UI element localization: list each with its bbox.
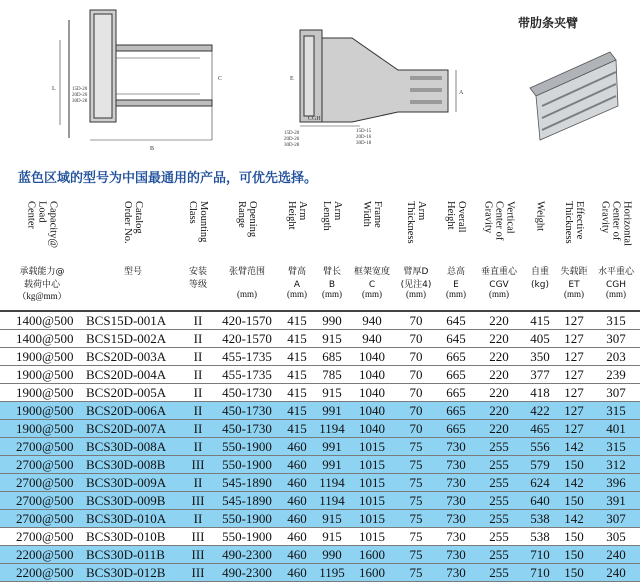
effective-thickness-cell: 127	[556, 384, 592, 402]
header-class	[182, 197, 214, 297]
header-cgh-cn: 水平重心	[597, 267, 635, 277]
range-cell: 450-1730	[214, 384, 280, 402]
cgh-cell: 315	[592, 312, 640, 330]
svg-text:15D-20: 15D-20	[284, 131, 300, 136]
ribbed-arm-title: 带肋条夹臂	[518, 16, 579, 30]
arm-length-cell: 685	[314, 348, 350, 366]
header-arm-height	[280, 197, 314, 297]
class-cell: II	[182, 510, 214, 528]
side-view-drawing	[300, 30, 456, 126]
cgv-cell: 255	[474, 438, 524, 456]
class-cell: II	[182, 438, 214, 456]
class-cell: II	[182, 474, 214, 492]
frame-width-cell: 1040	[350, 366, 394, 384]
header-cgh-en: Horizontal Center of Gravity	[599, 201, 633, 246]
range-cell: 420-1570	[214, 312, 280, 330]
cgv-cell: 255	[474, 492, 524, 510]
header-cgh	[592, 197, 640, 297]
class-cell: II	[182, 402, 214, 420]
cgh-cell: 315	[592, 438, 640, 456]
arm-thickness-cell: 70	[394, 366, 438, 384]
capacity-cell: 1900@500	[0, 348, 84, 366]
overall-height-cell: 730	[438, 564, 474, 582]
catalog-cell: BCS20D-004A	[84, 366, 182, 384]
ribbed-arm-3d-image	[530, 52, 618, 140]
table-row	[0, 312, 640, 330]
capacity-cell: 2200@500	[0, 564, 84, 582]
arm-length-cell: 991	[314, 438, 350, 456]
weight-cell: 405	[524, 330, 556, 348]
weight-cell: 579	[524, 456, 556, 474]
arm-length-cell: 990	[314, 312, 350, 330]
spec-table-body	[0, 312, 640, 582]
table-row	[0, 492, 640, 510]
header-weight-cn: 自重	[530, 267, 550, 277]
catalog-cell: BCS15D-002A	[84, 330, 182, 348]
effective-thickness-cell: 127	[556, 366, 592, 384]
cgv-cell: 255	[474, 456, 524, 474]
front-l-label: L	[52, 86, 56, 92]
range-cell: 450-1730	[214, 420, 280, 438]
header-arm-height-en: Arm Height	[286, 201, 308, 230]
overall-height-cell: 730	[438, 546, 474, 564]
svg-text:30D-18: 30D-18	[356, 141, 372, 146]
header-cgv-en: Vertical Center of Gravity	[482, 201, 516, 241]
catalog-cell: BCS30D-008B	[84, 456, 182, 474]
catalog-cell: BCS20D-007A	[84, 420, 182, 438]
header-overall-height-letter: E	[453, 280, 459, 290]
arm-height-cell: 460	[280, 546, 314, 564]
cgh-cell: 312	[592, 456, 640, 474]
class-cell: II	[182, 384, 214, 402]
frame-width-cell: 1040	[350, 384, 394, 402]
table-row	[0, 564, 640, 582]
capacity-cell: 1900@500	[0, 402, 84, 420]
arm-height-cell: 460	[280, 564, 314, 582]
cgv-cell: 255	[474, 510, 524, 528]
arm-height-cell: 460	[280, 438, 314, 456]
capacity-cell: 1900@500	[0, 384, 84, 402]
table-row	[0, 510, 640, 528]
arm-length-cell: 1194	[314, 474, 350, 492]
catalog-cell: BCS30D-009B	[84, 492, 182, 510]
frame-width-cell: 1600	[350, 564, 394, 582]
arm-length-cell: 915	[314, 384, 350, 402]
frame-width-cell: 1015	[350, 528, 394, 546]
arm-length-cell: 991	[314, 456, 350, 474]
header-cgv	[474, 197, 524, 297]
catalog-cell: BCS30D-012B	[84, 564, 182, 582]
header-arm-length-en: Arm Length	[321, 201, 343, 231]
cgv-cell: 255	[474, 474, 524, 492]
effective-thickness-cell: 127	[556, 348, 592, 366]
header-frame-width-cn: 框架宽度	[353, 267, 391, 277]
range-cell: 545-1890	[214, 474, 280, 492]
capacity-cell: 1400@500	[0, 330, 84, 348]
arm-length-cell: 991	[314, 402, 350, 420]
table-row	[0, 546, 640, 564]
cgh-cell: 396	[592, 474, 640, 492]
header-cgh-unit: (mm)	[606, 289, 626, 299]
weight-cell: 624	[524, 474, 556, 492]
cgh-cell: 401	[592, 420, 640, 438]
range-cell: 490-2300	[214, 564, 280, 582]
weight-cell: 377	[524, 366, 556, 384]
capacity-cell: 2700@500	[0, 438, 84, 456]
table-row	[0, 420, 640, 438]
overall-height-cell: 730	[438, 510, 474, 528]
weight-cell: 350	[524, 348, 556, 366]
catalog-cell: BCS20D-006A	[84, 402, 182, 420]
overall-height-cell: 665	[438, 366, 474, 384]
class-cell: III	[182, 546, 214, 564]
front-view-drawing	[60, 10, 212, 140]
header-overall-height-unit: (mm)	[446, 289, 466, 299]
header-range	[214, 197, 280, 297]
catalog-cell: BCS30D-008A	[84, 438, 182, 456]
arm-length-cell: 1194	[314, 420, 350, 438]
header-effective-thickness-en: Effective Thickness	[563, 201, 585, 244]
effective-thickness-cell: 127	[556, 330, 592, 348]
header-class-cn2: 等级	[188, 280, 208, 290]
effective-thickness-cell: 142	[556, 438, 592, 456]
overall-height-cell: 645	[438, 330, 474, 348]
catalog-cell: BCS30D-009A	[84, 474, 182, 492]
catalog-cell: BCS30D-010B	[84, 528, 182, 546]
header-class-en: Mounting Class	[187, 201, 209, 243]
class-cell: III	[182, 564, 214, 582]
overall-height-cell: 730	[438, 528, 474, 546]
cgv-cell: 255	[474, 564, 524, 582]
range-cell: 420-1570	[214, 330, 280, 348]
frame-width-cell: 1600	[350, 546, 394, 564]
weight-cell: 710	[524, 564, 556, 582]
capacity-cell: 2200@500	[0, 546, 84, 564]
front-view-size-codes	[72, 87, 88, 104]
range-cell: 450-1730	[214, 402, 280, 420]
header-effective-thickness	[556, 197, 592, 297]
range-cell: 550-1900	[214, 438, 280, 456]
header-arm-thickness-unit: (mm)	[406, 289, 426, 299]
table-header	[0, 197, 640, 301]
svg-text:30D-28: 30D-28	[284, 143, 300, 148]
header-effective-thickness-unit: (mm)	[564, 289, 584, 299]
header-catalog-cn: 型号	[123, 267, 143, 277]
table-row	[0, 366, 640, 384]
class-cell: III	[182, 456, 214, 474]
cgh-cell: 240	[592, 546, 640, 564]
arm-height-cell: 460	[280, 456, 314, 474]
overall-height-cell: 665	[438, 402, 474, 420]
cgv-cell: 255	[474, 528, 524, 546]
table-row	[0, 438, 640, 456]
header-overall-height-cn: 总高	[446, 267, 466, 277]
range-cell: 550-1900	[214, 510, 280, 528]
arm-length-cell: 915	[314, 330, 350, 348]
arm-thickness-cell: 70	[394, 384, 438, 402]
table-row	[0, 528, 640, 546]
arm-thickness-cell: 75	[394, 528, 438, 546]
header-overall-height	[438, 197, 474, 297]
header-catalog	[84, 197, 182, 297]
capacity-cell: 2700@500	[0, 510, 84, 528]
weight-cell: 538	[524, 528, 556, 546]
arm-thickness-cell: 75	[394, 564, 438, 582]
cgh-cell: 239	[592, 366, 640, 384]
capacity-cell: 2700@500	[0, 528, 84, 546]
header-arm-thickness-note: (见注4)	[400, 280, 432, 290]
arm-height-cell: 460	[280, 492, 314, 510]
range-cell: 490-2300	[214, 546, 280, 564]
frame-width-cell: 1040	[350, 420, 394, 438]
header-range-en: Opening Range	[236, 201, 258, 238]
front-b-label: B	[150, 146, 155, 152]
catalog-cell: BCS20D-003A	[84, 348, 182, 366]
header-weight	[524, 197, 556, 297]
header-arm-height-unit: (mm)	[287, 289, 307, 299]
cgh-cell: 203	[592, 348, 640, 366]
cgh-cell: 307	[592, 510, 640, 528]
effective-thickness-cell: 150	[556, 528, 592, 546]
effective-thickness-cell: 142	[556, 510, 592, 528]
header-frame-width-en: Frame Width	[361, 201, 383, 228]
header-effective-thickness-cn: 失载距	[560, 267, 588, 277]
catalog-cell: BCS15D-001A	[84, 312, 182, 330]
arm-height-cell: 460	[280, 528, 314, 546]
svg-text:30D-28: 30D-28	[72, 99, 88, 104]
capacity-cell: 2700@500	[0, 492, 84, 510]
svg-text:15D-20: 15D-20	[72, 87, 88, 92]
capacity-cell: 2700@500	[0, 456, 84, 474]
capacity-cell: 2700@500	[0, 474, 84, 492]
header-overall-height-en: Overall Height	[445, 201, 467, 233]
cgv-cell: 220	[474, 420, 524, 438]
weight-cell: 415	[524, 312, 556, 330]
header-arm-length	[314, 197, 350, 297]
header-weight-en: Weight	[534, 201, 546, 232]
effective-thickness-cell: 127	[556, 420, 592, 438]
arm-height-cell: 415	[280, 312, 314, 330]
table-row	[0, 456, 640, 474]
frame-width-cell: 1015	[350, 438, 394, 456]
effective-thickness-cell: 150	[556, 456, 592, 474]
header-capacity-cn: 承载能力@	[19, 267, 65, 277]
header-range-cn: 张臂范围	[228, 267, 266, 277]
arm-thickness-cell: 75	[394, 438, 438, 456]
overall-height-cell: 665	[438, 420, 474, 438]
cgh-cell: 315	[592, 402, 640, 420]
arm-thickness-cell: 75	[394, 474, 438, 492]
cgh-cell: 307	[592, 384, 640, 402]
weight-cell: 556	[524, 438, 556, 456]
weight-cell: 465	[524, 420, 556, 438]
side-cgh-label: CGH	[308, 116, 321, 122]
overall-height-cell: 730	[438, 438, 474, 456]
effective-thickness-cell: 127	[556, 402, 592, 420]
class-cell: II	[182, 330, 214, 348]
arm-length-cell: 915	[314, 528, 350, 546]
svg-text:15D-15: 15D-15	[356, 129, 372, 134]
side-view-size-codes-left	[284, 131, 300, 148]
table-row	[0, 384, 640, 402]
header-catalog-en: Catalog Order No.	[122, 201, 144, 244]
arm-length-cell: 1194	[314, 492, 350, 510]
arm-length-cell: 785	[314, 366, 350, 384]
header-weight-unit: (kg)	[531, 280, 549, 290]
arm-thickness-cell: 75	[394, 456, 438, 474]
table-row	[0, 330, 640, 348]
header-class-cn: 安装	[188, 267, 208, 277]
effective-thickness-cell: 150	[556, 546, 592, 564]
arm-length-cell: 990	[314, 546, 350, 564]
overall-height-cell: 730	[438, 474, 474, 492]
effective-thickness-cell: 127	[556, 312, 592, 330]
table-row	[0, 402, 640, 420]
header-capacity-unit: （kg@mm）	[17, 291, 67, 301]
overall-height-cell: 730	[438, 492, 474, 510]
arm-height-cell: 460	[280, 510, 314, 528]
effective-thickness-cell: 150	[556, 492, 592, 510]
cgv-cell: 220	[474, 384, 524, 402]
range-cell: 455-1735	[214, 348, 280, 366]
class-cell: III	[182, 528, 214, 546]
range-cell: 550-1900	[214, 528, 280, 546]
cgv-cell: 220	[474, 348, 524, 366]
header-range-unit: (mm)	[237, 289, 257, 299]
cgh-cell: 240	[592, 564, 640, 582]
frame-width-cell: 1040	[350, 402, 394, 420]
range-cell: 455-1735	[214, 366, 280, 384]
arm-length-cell: 1195	[314, 564, 350, 582]
class-cell: II	[182, 348, 214, 366]
arm-thickness-cell: 70	[394, 312, 438, 330]
arm-thickness-cell: 70	[394, 348, 438, 366]
effective-thickness-cell: 150	[556, 564, 592, 582]
capacity-cell: 1400@500	[0, 312, 84, 330]
arm-thickness-cell: 75	[394, 492, 438, 510]
frame-width-cell: 940	[350, 330, 394, 348]
side-a-label: A	[459, 90, 464, 96]
catalog-cell: BCS30D-010A	[84, 510, 182, 528]
svg-text:20D-26: 20D-26	[72, 93, 88, 98]
class-cell: II	[182, 420, 214, 438]
overall-height-cell: 730	[438, 456, 474, 474]
arm-thickness-cell: 70	[394, 330, 438, 348]
overall-height-cell: 645	[438, 312, 474, 330]
cgh-cell: 305	[592, 528, 640, 546]
svg-text:20D-26: 20D-26	[284, 137, 300, 142]
arm-height-cell: 415	[280, 384, 314, 402]
arm-height-cell: 415	[280, 420, 314, 438]
catalog-cell: BCS20D-005A	[84, 384, 182, 402]
cgv-cell: 220	[474, 402, 524, 420]
cgh-cell: 391	[592, 492, 640, 510]
svg-text:20D-16: 20D-16	[356, 135, 372, 140]
header-frame-width-unit: (mm)	[362, 289, 382, 299]
arm-length-cell: 915	[314, 510, 350, 528]
weight-cell: 710	[524, 546, 556, 564]
frame-width-cell: 940	[350, 312, 394, 330]
frame-width-cell: 1015	[350, 474, 394, 492]
cgv-cell: 220	[474, 366, 524, 384]
capacity-cell: 1900@500	[0, 366, 84, 384]
table-row	[0, 474, 640, 492]
header-capacity-en: Capacity@ Load Center	[25, 201, 59, 248]
header-arm-thickness-cn: 臂厚D	[403, 267, 429, 277]
overall-height-cell: 665	[438, 384, 474, 402]
blue-area-notice: 蓝色区域的型号为中国最通用的产品，可优先选择。	[18, 171, 318, 186]
cgv-cell: 255	[474, 546, 524, 564]
range-cell: 545-1890	[214, 492, 280, 510]
header-arm-length-unit: (mm)	[322, 289, 342, 299]
frame-width-cell: 1040	[350, 348, 394, 366]
effective-thickness-cell: 142	[556, 474, 592, 492]
class-cell: II	[182, 312, 214, 330]
header-arm-thickness-en: Arm Thickness	[405, 201, 427, 244]
header-effective-thickness-letter: ET	[568, 280, 580, 290]
front-c-label: C	[218, 76, 223, 82]
arm-height-cell: 460	[280, 474, 314, 492]
weight-cell: 538	[524, 510, 556, 528]
arm-height-cell: 415	[280, 366, 314, 384]
arm-thickness-cell: 75	[394, 546, 438, 564]
catalog-cell: BCS30D-011B	[84, 546, 182, 564]
weight-cell: 640	[524, 492, 556, 510]
arm-thickness-cell: 70	[394, 402, 438, 420]
header-cgv-letter: CGV	[489, 280, 509, 290]
header-arm-height-cn: 臂高	[287, 267, 307, 277]
header-arm-thickness	[394, 197, 438, 297]
header-arm-length-cn: 臂长	[322, 267, 342, 277]
header-frame-width	[350, 197, 394, 297]
header-cgv-cn: 垂直重心	[480, 267, 518, 277]
weight-cell: 418	[524, 384, 556, 402]
arm-height-cell: 415	[280, 348, 314, 366]
header-arm-height-letter: A	[293, 280, 301, 290]
arm-thickness-cell: 70	[394, 420, 438, 438]
cgh-cell: 307	[592, 330, 640, 348]
cgv-cell: 220	[474, 330, 524, 348]
weight-cell: 422	[524, 402, 556, 420]
side-e-label: E	[290, 76, 294, 82]
range-cell: 550-1900	[214, 456, 280, 474]
frame-width-cell: 1015	[350, 492, 394, 510]
header-arm-length-letter: B	[328, 280, 336, 290]
header-frame-width-letter: C	[368, 280, 376, 290]
arm-height-cell: 415	[280, 330, 314, 348]
frame-width-cell: 1015	[350, 510, 394, 528]
table-row	[0, 348, 640, 366]
arm-height-cell: 415	[280, 402, 314, 420]
overall-height-cell: 665	[438, 348, 474, 366]
side-view-size-codes-right	[356, 129, 372, 146]
header-cgh-letter: CGH	[605, 280, 627, 290]
class-cell: III	[182, 492, 214, 510]
cgv-cell: 220	[474, 312, 524, 330]
frame-width-cell: 1015	[350, 456, 394, 474]
header-cgv-unit: (mm)	[489, 289, 509, 299]
header-capacity	[0, 197, 84, 301]
arm-thickness-cell: 75	[394, 510, 438, 528]
spec-table	[0, 312, 640, 582]
header-capacity-cn2: 载荷中心	[23, 280, 61, 290]
class-cell: II	[182, 366, 214, 384]
capacity-cell: 1900@500	[0, 420, 84, 438]
